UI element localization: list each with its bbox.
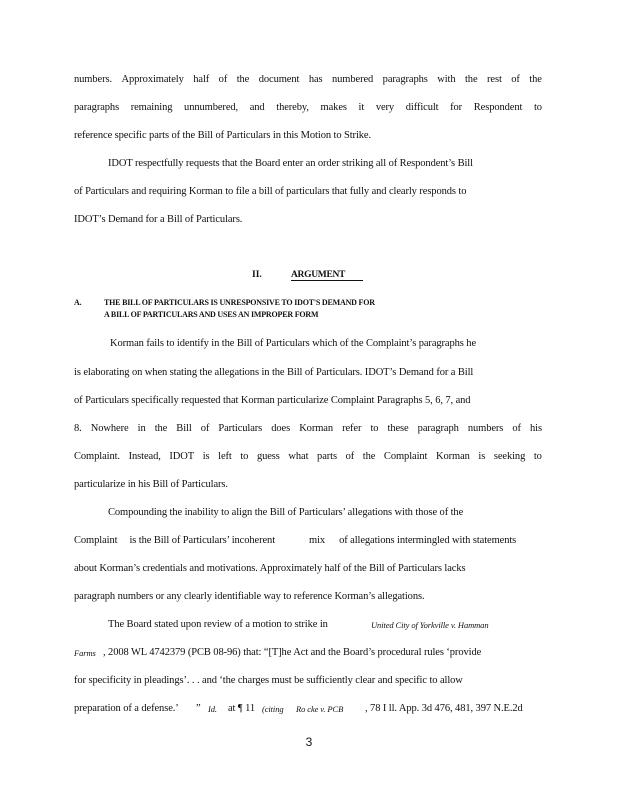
paragraph-first-line: Compounding the inability to align the Bill of Particulars’ allegations with those of the (108, 507, 464, 518)
body-line: numbers. Approximately half of the document has numbered paragraphs with the rest of the (74, 74, 542, 85)
body-line: , 2008 WL 4742379 (PCB 08-96) that: “[T]he Act and the Board’s procedural rules ‘provide (103, 647, 482, 658)
page-number: 3 (305, 735, 313, 749)
body-line: for specificity in pleadings’. . . and ‘the charges must be sufficiently clear and specific to allow (74, 675, 463, 686)
body-line: Complaint is the Bill of Particulars’ incoherent mix of allegations intermingled with statements (74, 535, 517, 546)
body-line: of Particulars and requiring Korman to file a bill of particulars that fully and clearly responds to (74, 186, 467, 197)
body-line: about Korman’s credentials and motivations. Approximately half of the Bill of Particulars lacks (74, 563, 466, 574)
body-line: preparation of a defense.’ (74, 703, 179, 714)
body-line: ” (196, 703, 201, 714)
body-line: particularize in his Bill of Particulars. (74, 479, 228, 490)
body-line: IDOT’s Demand for a Bill of Particulars. (74, 214, 243, 225)
citation-id: Id. (208, 704, 217, 714)
subheading-line-2: A BILL OF PARTICULARS AND USES AN IMPROPER FORM (104, 310, 319, 319)
section-number: II. (252, 270, 262, 280)
paragraph-first-line: Korman fails to identify in the Bill of Particulars which of the Complaint’s paragraphs he (110, 338, 477, 349)
body-line: is elaborating on when stating the allegations in the Bill of Particulars. IDOT’s Demand for a Bill (74, 367, 474, 378)
body-line: Complaint. Instead, IDOT is left to guess what parts of the Complaint Korman is seeking to (74, 451, 542, 462)
section-title: ARGUMENT (291, 270, 363, 281)
paragraph-first-line: The Board stated upon review of a motion to strike in (108, 619, 328, 630)
body-line: at ¶ 11 (228, 703, 255, 714)
body-line: , 78 I ll. App. 3d 476, 481, 397 N.E.2d (365, 703, 523, 714)
subheading-letter: A. (74, 298, 82, 307)
subheading-line-1: THE BILL OF PARTICULARS IS UNRESPONSIVE TO IDOT'S DEMAND FOR (104, 298, 375, 307)
body-line: 8. Nowhere in the Bill of Particulars does Korman refer to these paragraph numbers of his (74, 423, 542, 434)
body-line: reference specific parts of the Bill of Particulars in this Motion to Strike. (74, 130, 372, 141)
case-citation: United City of Yorkville v. Hamman (371, 620, 489, 630)
body-line: paragraphs remaining unnumbered, and thereby, makes it very difficult for Respondent to (74, 102, 542, 113)
body-line: paragraph numbers or any clearly identifiable way to reference Korman’s allegations. (74, 591, 425, 602)
paragraph-first-line: IDOT respectfully requests that the Board enter an order striking all of Respondent’s Bill (108, 158, 473, 169)
case-citation-cont: Farms (74, 648, 96, 658)
body-line: of Particulars specifically requested that Korman particularize Complaint Paragraphs 5, 6, 7, and (74, 395, 471, 406)
citation-case: Ro cke v. PCB (296, 704, 344, 714)
citation-citing: (citing (262, 704, 284, 714)
